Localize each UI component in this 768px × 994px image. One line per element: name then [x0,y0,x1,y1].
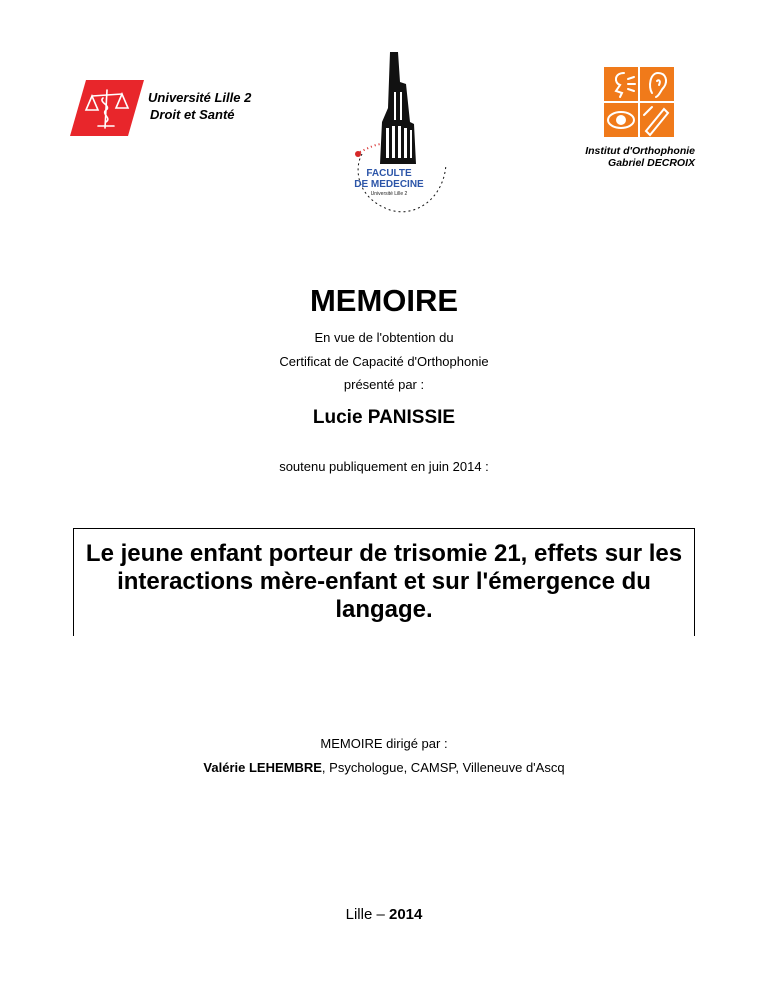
faculty-logo [350,52,450,217]
senses-grid-icon [604,67,674,137]
institute-name: Institut d'Orthophonie [585,145,695,157]
defense-line: soutenu publiquement en juin 2014 : [279,459,489,474]
university-faculty: Droit et Santé [150,107,235,122]
director-line [0,760,768,776]
institute-founder: Gabriel DECROIX [608,157,695,169]
director-name: Valérie LEHEMBRE [203,760,322,775]
institute-caption [585,145,695,169]
university-name: Université Lille 2 [148,90,252,105]
year: 2014 [388,906,423,923]
thesis-title-box [73,528,695,636]
place: Lille – [345,906,389,923]
author-name: Lucie PANISSIE [312,407,456,428]
scales-of-justice-icon [70,80,144,136]
presented-by-line: présenté par : [343,377,425,392]
university-logo [70,80,270,136]
directed-by-label: MEMOIRE dirigé par : [320,736,448,751]
faculty-title-line1: FACULTE [366,168,412,179]
place-year-line [0,906,768,924]
thesis-title: Le jeune enfant porteur de trisomie 21, effets sur les interactions mère-enfant et sur l'émergence du langage. [85,540,683,623]
director-details: , Psychologue, CAMSP, Villeneuve d'Ascq [321,760,565,775]
faculty-subtitle: Université Lille 2 [370,191,408,197]
purpose-line: En vue de l'obtention du [314,330,454,345]
document-title: MEMOIRE [309,283,459,318]
institute-logo [604,67,674,137]
faculty-title-line2: DE MEDECINE [354,179,424,190]
certificate-line: Certificat de Capacité d'Orthophonie [279,354,489,369]
